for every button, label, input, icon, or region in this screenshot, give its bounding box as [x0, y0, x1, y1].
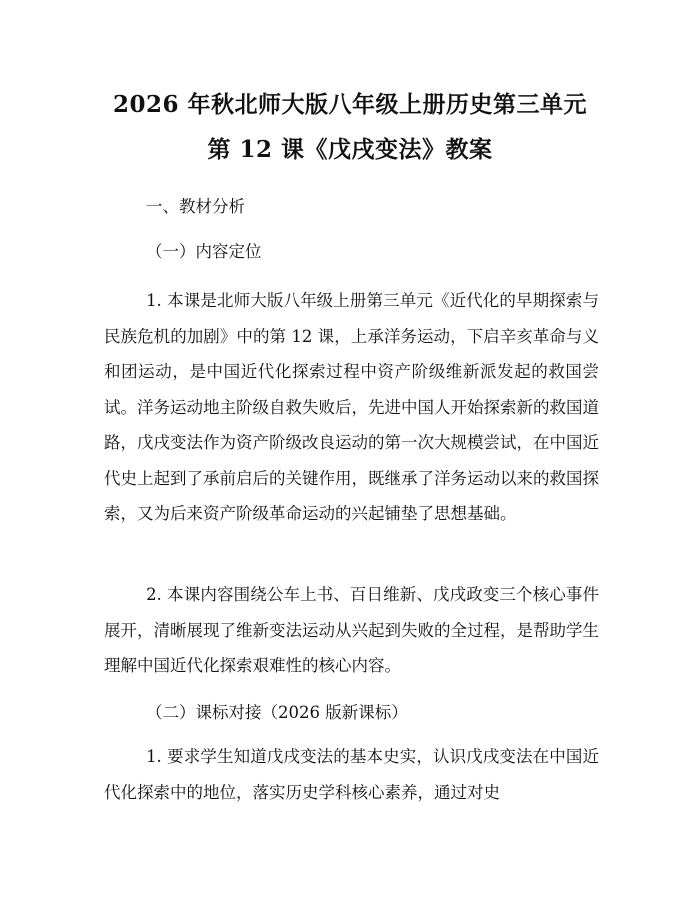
- paragraph-1: 1. 本课是北师大版八年级上册第三单元《近代化的早期探索与民族危机的加剧》中的第 12 课，上承洋务运动，下启辛亥革命与义和团运动，是中国近代化探索过程中资产阶级维新派发起的救国尝试。洋务运动地主阶级自救失败后，先进中国人开始探索新的救国道路，戊戌变法作为资产阶级改良运动的第一次大规模尝试，在中国近代史上起到了承前启后的关键作用，既继承了洋务运动以来的救国探索，又为后来资产阶级革命运动的兴起铺垫了思想基础。: [104, 291, 599, 523]
- paragraph-3: 1. 要求学生知道戊戌变法的基本史实，认识戊戌变法在中国近代化探索中的地位，落实历史学科核心素养，通过对史: [104, 747, 599, 802]
- subsection-heading-curriculum-standards: （二）课标对接（2026 版新课标）: [146, 703, 408, 722]
- subsection-heading-content-positioning: （一）内容定位: [146, 242, 262, 261]
- document-title-line-2: 第 12 课《戊戌变法》教案: [207, 136, 493, 163]
- paragraph-2: 2. 本课内容围绕公车上书、百日维新、戊戌政变三个核心事件展开，清晰展现了维新变法运动从兴起到失败的全过程，是帮助学生理解中国近代化探索艰难性的核心内容。: [104, 585, 599, 675]
- document-title-line-1: 2026 年秋北师大版八年级上册历史第三单元: [112, 91, 588, 118]
- section-heading-textbook-analysis: 一、教材分析: [146, 197, 245, 216]
